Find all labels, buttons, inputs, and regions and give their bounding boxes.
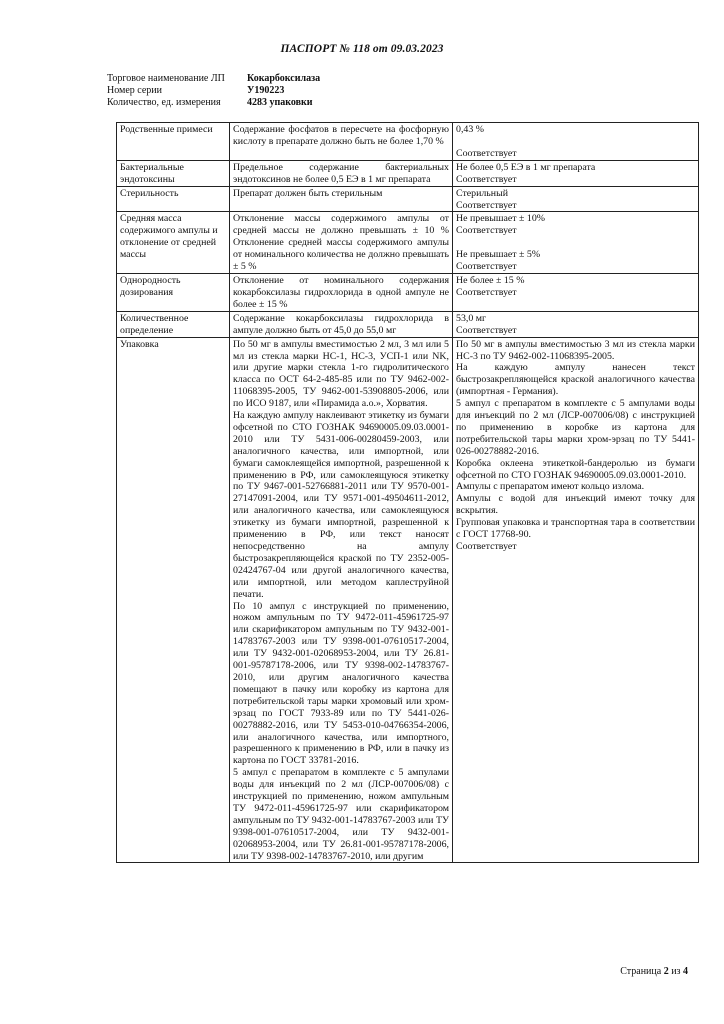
indicator-cell: Родственные примеси	[117, 123, 230, 161]
result-spacer	[456, 237, 695, 249]
quality-table	[116, 122, 699, 863]
result-line: Соответствует	[456, 147, 517, 159]
requirement-paragraph: По 50 мг в ампулы вместимостью 2 мл, 3 мл или 5 мл из стекла марки НС-1, НС-3, УСП-1 или NK, или другие марки стекла 1-го гидролитического класса по ОСТ 64-2-485-85 или по ТУ 9462-002-11068395-2005, ТУ 9462-001-53908805-2006, или по ИСО 9187, или «Пирамида а.о.», Хорватия.	[233, 338, 449, 410]
indicator-cell: Однородность дозирования	[117, 274, 230, 312]
result-paragraph: Ампулы с водой для инъекций имеют точку для вскрытия.	[456, 493, 695, 517]
result-cell	[453, 337, 699, 863]
requirement-cell	[230, 337, 453, 863]
result-cell	[453, 160, 699, 186]
result-line: Соответствует	[456, 225, 517, 237]
result-line: 0,43 %	[456, 124, 484, 135]
meta-key: Номер серии	[107, 85, 162, 96]
requirement-cell: Содержание фосфатов в пересчете на фосфорную кислоту в препарате должно быть не более 1,70 %	[230, 123, 453, 161]
page-current: 2	[663, 966, 669, 977]
result-paragraph: На каждую ампулу нанесен текст быстрозакрепляющейся краской аналогичного качества (импортная - Германия).	[456, 362, 695, 398]
table-row	[117, 123, 699, 161]
result-line: Не более 0,5 ЕЭ в 1 мг препарата	[456, 161, 596, 173]
requirement-cell: Содержание кокарбоксилазы гидрохлорида в ампуле должно быть от 45,0 до 55,0 мг	[230, 311, 453, 337]
result-line: 53,0 мг	[456, 312, 487, 324]
product-info	[107, 73, 320, 109]
table-row	[117, 337, 699, 863]
result-paragraph: По 50 мг в ампулы вместимостью 3 мл из стекла марки НС-3 по ТУ 9462-002-11068395-2005.	[456, 338, 695, 362]
requirement-cell: Отклонение массы содержимого ампулы от средней массы не должно превышать ± 10 % Отклонение средней массы содержимого ампулы от номинального количества не должно превышать ± 5 %	[230, 212, 453, 274]
result-line: Стерильный	[456, 187, 509, 199]
requirement-paragraph: По 10 ампул с инструкцией по применению, ножом ампульным по ТУ 9472-011-45961725-97 или скарификатором ампульным по ТУ 9432-001-14783767-2003 или ТУ 9398-001-07610517-2004, или ТУ 9432-001-02068953-2004, или ТУ 26.81-001-95787178-2006, или ТУ 9398-002-14783767-2010, или другим аналогичного качества помещают в пачку или коробку из картона для потребительской тары марки хромовый или хром-эрзац по ГОСТ 7933-89 или по ТУ 5441-026-00278882-2016, или ТУ 5453-010-04766354-2006, или аналогичного качества, или импортного, разрешенного к применению в РФ, или в пачку из картона по ГОСТ 33781-2016.	[233, 600, 449, 767]
meta-value: 4283 упаковки	[247, 97, 313, 108]
result-cell	[453, 186, 699, 212]
meta-value: Кокарбоксилаза	[247, 73, 321, 84]
result-line: Соответствует	[456, 286, 517, 298]
meta-key: Торговое наименование ЛП	[107, 73, 225, 84]
meta-row	[107, 97, 320, 109]
result-paragraph: Ампулы с препаратом имеют кольцо излома.	[456, 481, 645, 493]
result-cell	[453, 311, 699, 337]
page-of-label: из	[671, 966, 681, 977]
document-title: ПАСПОРТ № 118 от 09.03.2023	[280, 43, 444, 55]
result-line: Не превышает ± 10%	[456, 213, 546, 225]
requirement-cell: Препарат должен быть стерильным	[230, 186, 453, 212]
result-cell	[453, 123, 699, 161]
result-cell	[453, 212, 699, 274]
result-line: Соответствует	[456, 173, 517, 185]
result-paragraph: Коробка оклеена этикеткой-бандеролью из бумаги офсетной по СТО ГОЗНАК 94690005.09.03.0001-2010.	[456, 457, 695, 481]
result-line: Не более ± 15 %	[456, 275, 525, 287]
indicator-cell: Бактериальные эндотоксины	[117, 160, 230, 186]
table-row	[117, 212, 699, 274]
table-row	[117, 274, 699, 312]
requirement-cell: Предельное содержание бактериальных эндотоксинов не более 0,5 ЕЭ в 1 мг препарата	[230, 160, 453, 186]
indicator-cell: Упаковка	[117, 337, 230, 863]
result-line: Соответствует	[456, 324, 517, 336]
result-paragraph: Соответствует	[456, 541, 517, 552]
table-row	[117, 160, 699, 186]
indicator-cell: Стерильность	[117, 186, 230, 212]
page-label: Страница	[620, 966, 662, 977]
page-number	[620, 966, 688, 977]
indicator-cell: Количественное определение	[117, 311, 230, 337]
meta-row	[107, 85, 320, 97]
result-paragraph: 5 ампул с препаратом в комплекте с 5 ампулами воды для инъекций по 2 мл (ЛСР-007006/08) с инструкцией по применению в коробке из картона для потребительской тары марки хром-эрзац по ТУ 5441-026-00278882-2016.	[456, 398, 695, 457]
meta-key: Количество, ед. измерения	[107, 97, 221, 108]
table-row	[117, 311, 699, 337]
result-line: Соответствует	[456, 199, 517, 211]
result-paragraph: Групповая упаковка и транспортная тара в соответствии с ГОСТ 17768-90.	[456, 517, 695, 541]
requirement-paragraph: 5 ампул с препаратом в комплекте с 5 ампулами воды для инъекций по 2 мл (ЛСР-007006/08) с инструкцией по применению, ножом ампульным ТУ 9472-011-45961725-97 или скарификатором ампульным по ТУ 9432-001-14783767-2003 или ТУ 9398-001-07610517-2004, или ТУ 9432-001-02068953-2004, или ТУ 26.81-001-95787178-2006, или ТУ 9398-002-14783767-2010, или другим	[233, 767, 449, 862]
meta-row	[107, 73, 320, 85]
requirement-paragraph: На каждую ампулу наклеивают этикетку из бумаги офсетной по СТО ГОЗНАК 94690005.09.03.0001-2010 или ТУ 5431-006-00280459-2003, или аналогичного качества, или импортной, или бумаги самоклеящейся импортной, разрешенной к применению в РФ, или самоклеящуюся этикетку по ТУ 9467-001-52766881-2011 или ТУ 9570-001-27147091-2004, или ТУ 9571-001-49504611-2012, или аналогичного качества, или самоклеящуюся этикетку из бумаги импортной, разрешенной к применению в РФ, или текст наносят непосредственно на ампулу быстрозакрепляющейся краской по ТУ 2352-005-02424767-04 или другой аналогичного качества, или импортной, или методом каплеструйной печати.	[233, 410, 449, 600]
requirement-cell: Отклонение от номинального содержания кокарбоксилазы гидрохлорида в одной ампуле не более ± 15 %	[230, 274, 453, 312]
result-line: Не превышает ± 5%	[456, 249, 541, 261]
result-cell	[453, 274, 699, 312]
meta-value: У190223	[247, 85, 285, 96]
result-line: Соответствует	[456, 261, 517, 273]
page-total: 4	[683, 966, 688, 977]
indicator-cell: Средняя масса содержимого ампулы и отклонение от средней массы	[117, 212, 230, 274]
table-row	[117, 186, 699, 212]
result-spacer	[456, 136, 695, 148]
